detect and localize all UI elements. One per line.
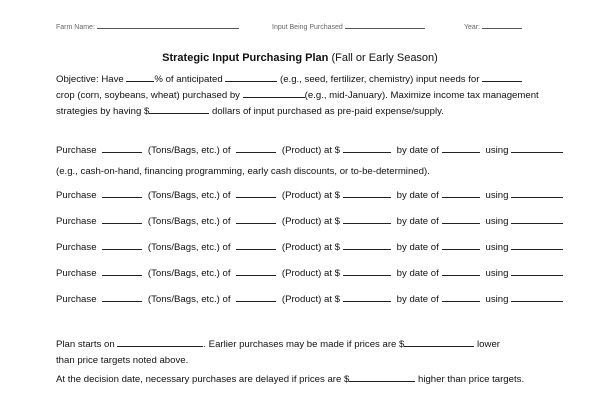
using-label: using xyxy=(485,216,509,227)
title-bold: Strategic Input Purchasing Plan xyxy=(162,52,329,64)
by-date-label: by date of xyxy=(396,190,439,201)
percent-blank[interactable] xyxy=(126,80,154,82)
purchase-label: Purchase xyxy=(56,242,97,253)
year-blank[interactable] xyxy=(482,27,522,29)
product-label: (Product) at $ xyxy=(281,145,340,156)
purchase-label: Purchase xyxy=(56,294,97,305)
plan-text: lower xyxy=(477,339,500,350)
product-blank[interactable] xyxy=(236,274,276,276)
plan-line-2: than price targets noted above. xyxy=(56,355,189,366)
plan-line-1 xyxy=(56,337,556,353)
purchase-row xyxy=(56,268,566,279)
date-blank[interactable] xyxy=(442,274,480,276)
year-field[interactable] xyxy=(464,24,522,31)
using-blank[interactable] xyxy=(511,196,563,198)
using-blank[interactable] xyxy=(511,248,563,250)
purchase-row xyxy=(56,216,566,227)
price-blank[interactable] xyxy=(343,151,391,153)
input-purchased-label: Input Being Purchased xyxy=(272,24,343,31)
units-label: (Tons/Bags, etc.) of xyxy=(147,190,231,201)
product-label: (Product) at $ xyxy=(281,268,340,279)
price-blank[interactable] xyxy=(343,222,391,224)
purchase-row xyxy=(56,190,566,201)
purchase-label: Purchase xyxy=(56,190,97,201)
product-blank[interactable] xyxy=(236,222,276,224)
using-label: using xyxy=(485,268,509,279)
dollars-blank[interactable] xyxy=(149,112,209,114)
plan-line-3 xyxy=(56,372,556,388)
price-blank[interactable] xyxy=(343,248,391,250)
using-label: using xyxy=(485,145,509,156)
price-blank[interactable] xyxy=(343,196,391,198)
purchase-row xyxy=(56,242,566,253)
product-blank[interactable] xyxy=(236,300,276,302)
objective-line-3 xyxy=(56,104,556,120)
units-label: (Tons/Bags, etc.) of xyxy=(147,145,231,156)
year-label: Year: xyxy=(464,24,481,31)
objective-text: (e.g., seed, fertilizer, chemistry) input needs for xyxy=(280,74,480,85)
using-label: using xyxy=(485,294,509,305)
by-date-label: by date of xyxy=(396,216,439,227)
quantity-blank[interactable] xyxy=(102,222,142,224)
quantity-blank[interactable] xyxy=(102,196,142,198)
purchase-label: Purchase xyxy=(56,216,97,227)
product-blank[interactable] xyxy=(236,196,276,198)
quantity-blank[interactable] xyxy=(102,300,142,302)
purchase-label: Purchase xyxy=(56,145,97,156)
purchase-label: Purchase xyxy=(56,268,97,279)
product-label: (Product) at $ xyxy=(281,294,340,305)
objective-text: strategies by having $ xyxy=(56,106,150,117)
using-blank[interactable] xyxy=(511,151,563,153)
using-label: using xyxy=(485,242,509,253)
quantity-blank[interactable] xyxy=(102,151,142,153)
farm-name-field[interactable] xyxy=(56,24,239,31)
objective-text: (e.g., mid-January). Maximize income tax management xyxy=(304,90,539,101)
using-label: using xyxy=(485,190,509,201)
page-title xyxy=(0,52,600,64)
units-label: (Tons/Bags, etc.) of xyxy=(147,294,231,305)
product-label: (Product) at $ xyxy=(281,190,340,201)
by-date-label: by date of xyxy=(396,242,439,253)
purchase-row xyxy=(56,294,566,305)
product-label: (Product) at $ xyxy=(281,242,340,253)
anticipated-blank[interactable] xyxy=(225,80,277,82)
plan-text: At the decision date, necessary purchases are delayed if prices are $ xyxy=(56,374,350,385)
objective-line-1 xyxy=(56,72,556,88)
by-date-label: by date of xyxy=(396,294,439,305)
example-note: (e.g., cash-on-hand, financing programming, early cash discounts, or to-be-determined). xyxy=(56,166,430,177)
units-label: (Tons/Bags, etc.) of xyxy=(147,216,231,227)
objective-line-2 xyxy=(56,88,556,104)
objective-text: crop (corn, soybeans, wheat) purchased by xyxy=(56,90,240,101)
lower-price-blank[interactable] xyxy=(404,345,474,347)
price-blank[interactable] xyxy=(343,274,391,276)
using-blank[interactable] xyxy=(511,222,563,224)
purchased-by-blank[interactable] xyxy=(243,96,305,98)
units-label: (Tons/Bags, etc.) of xyxy=(147,268,231,279)
farm-name-label: Farm Name: xyxy=(56,24,95,31)
input-purchased-field[interactable] xyxy=(272,24,425,31)
plan-text: Plan starts on xyxy=(56,339,115,350)
quantity-blank[interactable] xyxy=(102,248,142,250)
plan-paragraph xyxy=(56,337,556,369)
objective-text: Objective: Have xyxy=(56,74,124,85)
input-purchased-blank[interactable] xyxy=(345,27,425,29)
farm-name-blank[interactable] xyxy=(97,27,239,29)
price-blank[interactable] xyxy=(343,300,391,302)
higher-price-blank[interactable] xyxy=(349,380,415,382)
units-label: (Tons/Bags, etc.) of xyxy=(147,242,231,253)
input-needs-blank[interactable] xyxy=(482,80,522,82)
objective-paragraph xyxy=(56,72,556,120)
plan-text: . Earlier purchases may be made if prices are $ xyxy=(203,339,405,350)
product-label: (Product) at $ xyxy=(281,216,340,227)
quantity-blank[interactable] xyxy=(102,274,142,276)
purchase-row xyxy=(56,145,566,156)
using-blank[interactable] xyxy=(511,300,563,302)
date-blank[interactable] xyxy=(442,248,480,250)
title-rest: (Fall or Early Season) xyxy=(328,52,438,64)
date-blank[interactable] xyxy=(442,196,480,198)
date-blank[interactable] xyxy=(442,222,480,224)
plan-text: higher than price targets. xyxy=(417,374,525,385)
objective-text: dollars of input purchased as pre-paid expense/supply. xyxy=(212,106,444,117)
plan-start-blank[interactable] xyxy=(117,345,203,347)
date-blank[interactable] xyxy=(442,151,480,153)
by-date-label: by date of xyxy=(396,268,439,279)
date-blank[interactable] xyxy=(442,300,480,302)
objective-text: % of anticipated xyxy=(154,74,223,85)
using-blank[interactable] xyxy=(511,274,563,276)
product-blank[interactable] xyxy=(236,248,276,250)
by-date-label: by date of xyxy=(396,145,439,156)
product-blank[interactable] xyxy=(236,151,276,153)
